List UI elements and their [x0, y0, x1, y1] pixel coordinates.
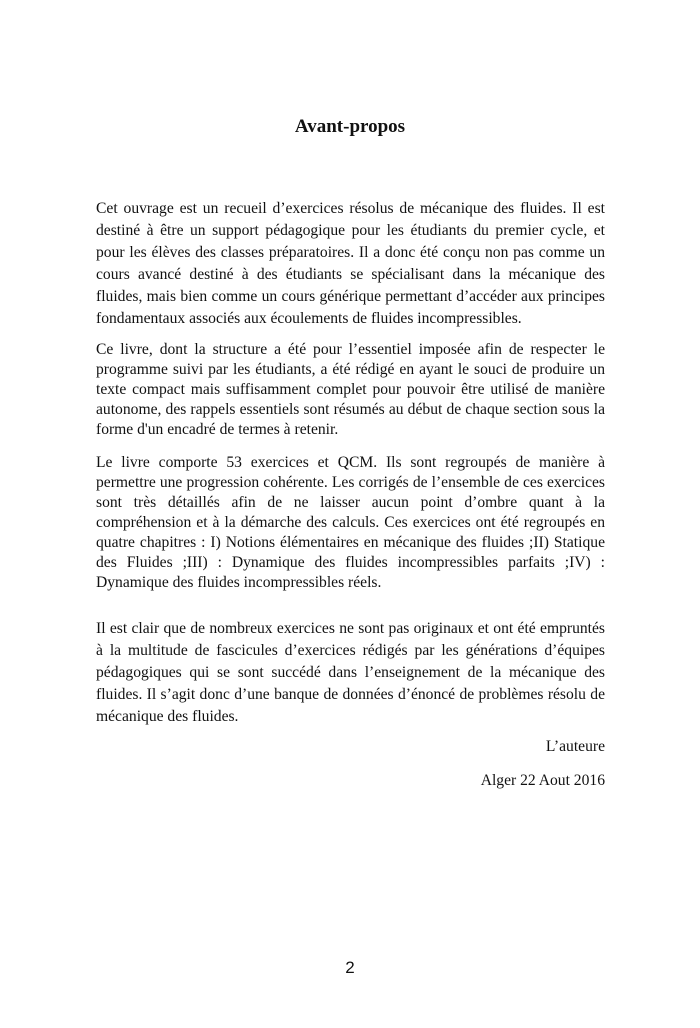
page-number: 2	[345, 958, 355, 977]
page-title: Avant-propos	[294, 116, 406, 137]
place-date: Alger 22 Aout 2016	[480, 772, 605, 789]
author-signature: L’auteure	[545, 738, 605, 755]
paragraph-introduction: Cet ouvrage est un recueil d’exercices résolus de mécanique des fluides. Il est destiné à être un support pédagogique pour les étudiants du premier cycle, et pour les élèves des classes préparatoires. Il a donc été conçu non pas comme un cours avancé destiné à des étudiants se spécialisant dans la mécanique des fluides, mais bien comme un cours générique permettant d’accéder aux principes fondamentaux associés aux écoulements de fluides incompressibles.	[96, 200, 605, 327]
paragraph-sources: Il est clair que de nombreux exercices ne sont pas originaux et ont été empruntés à la multitude de fascicules d’exercices rédigés par les générations d’équipes pédagogiques qui se sont succédé dans l’enseignement de la mécanique des fluides. Il s’agit donc d’une banque de données d’énoncé de problèmes résolu de mécanique des fluides.	[96, 620, 605, 725]
paragraph-structure: Ce livre, dont la structure a été pour l’essentiel imposée afin de respecter le programme suivi par les étudiants, a été rédigé en ayant le souci de produire un texte compact mais suffisamment complet pour pouvoir être utilisé de manière autonome, des rappels essentiels sont résumés au début de chaque section sous la forme d'un encadré de termes à retenir.	[96, 341, 605, 438]
paragraph-contents: Le livre comporte 53 exercices et QCM. Ils sont regroupés de manière à permettre une progression cohérente. Les corrigés de l’ensemble de ces exercices sont très détaillés afin de ne laisser aucun point d’ombre quant à la compréhension et à la démarche des calculs. Ces exercices ont été regroupés en quatre chapitres : I) Notions élémentaires en mécanique des fluides ;II) Statique des Fluides ;III) : Dynamique des fluides incompressibles parfaits ;IV) : Dynamique des fluides incompressibles réels.	[96, 454, 605, 591]
body-text	[96, 198, 605, 792]
